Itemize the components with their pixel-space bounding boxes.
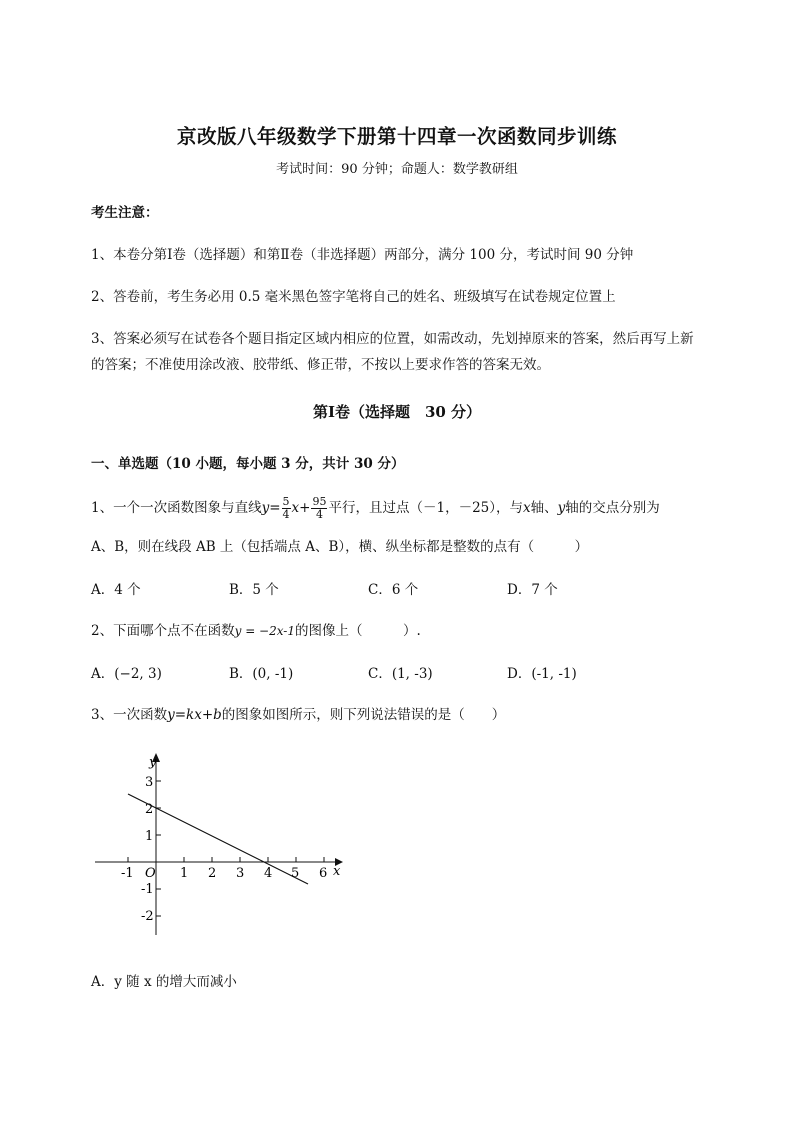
q3-prefix: 3、一次函数 bbox=[91, 707, 168, 723]
q2-option-b[interactable]: B．(0, -1) bbox=[229, 666, 294, 682]
q1-option-d[interactable]: D．7 个 bbox=[507, 582, 558, 598]
q1-option-c[interactable]: C．6 个 bbox=[368, 582, 419, 598]
y-tick-label: 3 bbox=[145, 775, 154, 790]
q1-suffix: 平行，且过点（－1，－25），与 bbox=[328, 500, 524, 516]
page-title: 京改版八年级数学下册第十四章一次函数同步训练 bbox=[176, 125, 617, 148]
x-tick-label: 4 bbox=[264, 866, 273, 881]
q1-axis-end: 轴的交点分别为 bbox=[565, 500, 660, 516]
q2-function: y = −2x-1 bbox=[234, 624, 295, 638]
x-axis-label: x bbox=[333, 864, 341, 879]
x-tick-label: -1 bbox=[121, 866, 134, 881]
notice-item-1: 1、本卷分第Ⅰ卷（选择题）和第Ⅱ卷（非选择题）两部分，满分 100 分，考试时间 90 分钟 bbox=[91, 247, 634, 263]
part-heading: 一、单选题（10 小题，每小题 3 分，共计 30 分） bbox=[91, 456, 405, 472]
y-tick-label: -2 bbox=[141, 909, 154, 924]
q3-option-a[interactable]: A．y 随 x 的增大而减小 bbox=[91, 974, 237, 990]
q1-axis-x: x bbox=[523, 500, 531, 516]
y-tick-label: 2 bbox=[145, 802, 154, 817]
q1-axis-sep: 轴、 bbox=[530, 500, 558, 516]
q2-option-d[interactable]: D．(-1, -1) bbox=[507, 666, 577, 682]
q1-option-b[interactable]: B．5 个 bbox=[229, 582, 279, 598]
exam-info: 考试时间：90 分钟；命题人：数学教研组 bbox=[276, 162, 518, 177]
q2-option-a[interactable]: A．(−2, 3) bbox=[91, 666, 162, 682]
notice-item-3: 3、答案必须写在试卷各个题目指定区域内相应的位置，如需改动，先划掉原来的答案，然后再写上新 bbox=[91, 331, 694, 347]
x-tick-label: 5 bbox=[291, 866, 300, 881]
origin-label: O bbox=[145, 866, 156, 881]
x-tick-label: 2 bbox=[208, 866, 217, 881]
notice-item-2: 2、答卷前，考生务必用 0.5 毫米黑色签字笔将自己的姓名、班级填写在试卷规定位置上 bbox=[91, 289, 616, 305]
q3-function: y=kx+b bbox=[167, 707, 222, 723]
y-tick-label: 1 bbox=[145, 829, 154, 844]
q1-option-a[interactable]: A．4 个 bbox=[91, 582, 141, 598]
q1-line-2: A、B，则在线段 AB 上（包括端点 A、B），横、纵坐标都是整数的点有（ ） bbox=[91, 539, 589, 555]
q1-axis-y: y bbox=[557, 500, 566, 516]
q1-x: x bbox=[291, 500, 300, 516]
x-tick-label: 6 bbox=[319, 866, 328, 881]
x-tick-label: 3 bbox=[236, 866, 245, 881]
q3-suffix: 的图象如图所示，则下列说法错误的是（ ） bbox=[221, 707, 506, 723]
q1-fraction-2: $\frac{95}{4}$ bbox=[312, 495, 327, 521]
q1-plus: + bbox=[299, 500, 311, 516]
q1-eq: = bbox=[269, 500, 281, 516]
q1-y: y bbox=[261, 500, 270, 516]
y-axis-label: y bbox=[149, 755, 157, 770]
y-tick-label: -1 bbox=[141, 882, 154, 897]
q2-option-c[interactable]: C．(1, -3) bbox=[368, 666, 433, 682]
q1-fraction-1: $\frac{5}{4}$ bbox=[282, 495, 290, 521]
notice-item-3-cont: 的答案；不准使用涂改液、胶带纸、修正带，不按以上要求作答的答案无效。 bbox=[91, 357, 550, 373]
q2-prefix: 2、下面哪个点不在函数 bbox=[91, 623, 235, 639]
notice-heading: 考生注意： bbox=[91, 205, 159, 221]
section-title: 第Ⅰ卷（选择题 30 分） bbox=[312, 403, 482, 421]
q2-suffix: 的图像上（ ）. bbox=[295, 623, 421, 639]
q1-prefix: 1、一个一次函数图象与直线 bbox=[91, 500, 262, 516]
x-tick-label: 1 bbox=[180, 866, 189, 881]
